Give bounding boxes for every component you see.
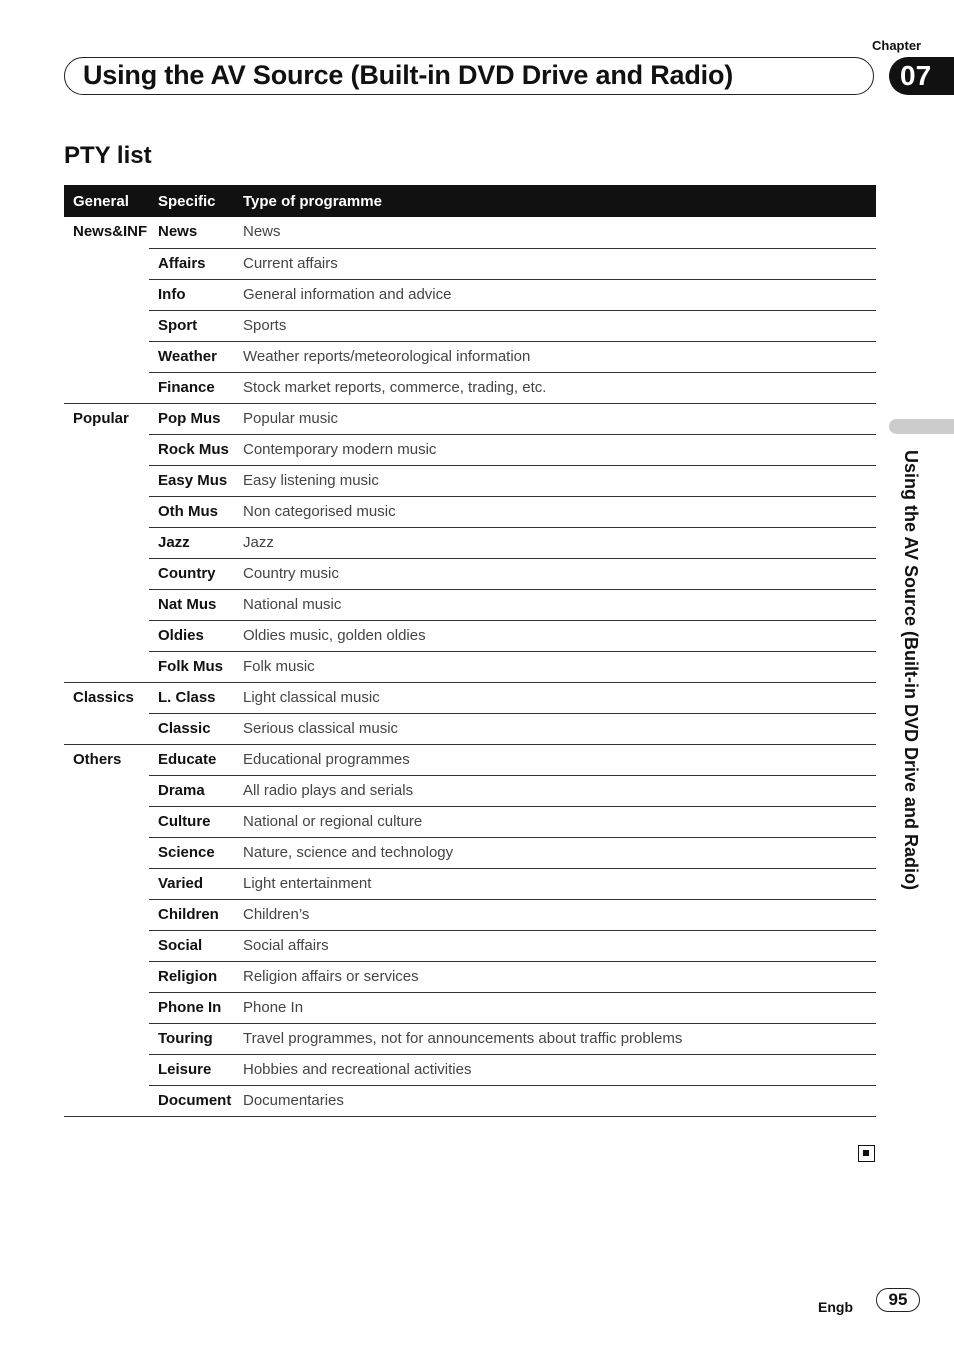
cell-type: National or regional culture [234,806,876,837]
cell-specific: Social [149,930,234,961]
header-specific: Specific [149,185,234,217]
cell-specific: Drama [149,775,234,806]
language-code: Engb [818,1299,853,1315]
cell-type: Jazz [234,527,876,558]
cell-general: Classics [73,688,134,706]
cell-general [64,775,149,806]
cell-type: Nature, science and technology [234,837,876,868]
cell-type: News [234,217,876,248]
cell-type: Phone In [234,992,876,1023]
cell-specific: Classic [149,713,234,744]
cell-specific: Oth Mus [149,496,234,527]
table-row [64,1054,876,1085]
cell-general [64,465,149,496]
cell-specific: Finance [149,372,234,403]
cell-type: Light classical music [234,682,876,713]
cell-type: Country music [234,558,876,589]
cell-type: Contemporary modern music [234,434,876,465]
cell-general [64,248,149,279]
cell-specific: Leisure [149,1054,234,1085]
table-row [64,868,876,899]
table-row [64,899,876,930]
chapter-label: Chapter [872,38,922,53]
table-row [64,620,876,651]
table-row [64,806,876,837]
table-row [64,589,876,620]
cell-specific: Info [149,279,234,310]
cell-specific: Religion [149,961,234,992]
chapter-title: Using the AV Source (Built-in DVD Drive and Radio) [83,60,734,90]
cell-specific: Nat Mus [149,589,234,620]
cell-type: All radio plays and serials [234,775,876,806]
table-row [64,248,876,279]
cell-specific: News [149,217,234,248]
cell-general: Popular [73,409,129,427]
cell-type: Travel programmes, not for announcements about traffic problems [234,1023,876,1054]
table-row [64,558,876,589]
cell-specific: Country [149,558,234,589]
cell-specific: Pop Mus [149,403,234,434]
cell-specific: Culture [149,806,234,837]
cell-specific: Affairs [149,248,234,279]
cell-specific: Weather [149,341,234,372]
cell-type: Social affairs [234,930,876,961]
cell-specific: Science [149,837,234,868]
cell-general [64,837,149,868]
cell-specific: Educate [149,744,234,775]
cell-specific: Easy Mus [149,465,234,496]
cell-type: Current affairs [234,248,876,279]
cell-type: Non categorised music [234,496,876,527]
cell-type: Weather reports/meteorological information [234,341,876,372]
cell-specific: Phone In [149,992,234,1023]
table-row [64,341,876,372]
table-row [64,279,876,310]
cell-general [64,1054,149,1085]
table-row [64,930,876,961]
page-number: 95 [876,1288,920,1312]
cell-type: Easy listening music [234,465,876,496]
section-title: PTY list [64,142,152,169]
table-row [64,527,876,558]
cell-specific: L. Class [149,682,234,713]
chapter-title-box [64,57,874,95]
cell-general [64,527,149,558]
header-general: General [64,185,149,217]
cell-type: Educational programmes [234,744,876,775]
cell-specific: Oldies [149,620,234,651]
cell-general [64,558,149,589]
table-row [64,992,876,1023]
cell-type: Documentaries [234,1085,876,1116]
cell-type: Serious classical music [234,713,876,744]
cell-general [64,806,149,837]
cell-specific: Sport [149,310,234,341]
table-body [64,217,876,1116]
cell-type: Folk music [234,651,876,682]
table-row [64,465,876,496]
cell-general [64,1085,149,1116]
table-row [64,682,876,713]
cell-specific: Document [149,1085,234,1116]
cell-type: Children’s [234,899,876,930]
table-row [64,775,876,806]
table-header-row [64,185,876,217]
cell-specific: Touring [149,1023,234,1054]
cell-general [64,279,149,310]
cell-specific: Jazz [149,527,234,558]
table-row [64,651,876,682]
cell-general [64,930,149,961]
table-row [64,1085,876,1116]
cell-specific: Folk Mus [149,651,234,682]
cell-type: General information and advice [234,279,876,310]
cell-general [64,372,149,403]
cell-general [64,434,149,465]
side-tab-marker [889,419,954,434]
cell-general: News&INF [73,223,148,240]
table-row [64,310,876,341]
cell-general [64,992,149,1023]
cell-general [64,868,149,899]
cell-general [64,341,149,372]
cell-type: Religion affairs or services [234,961,876,992]
table-row [64,837,876,868]
cell-type: Light entertainment [234,868,876,899]
cell-general [64,713,149,744]
cell-type: Popular music [234,403,876,434]
side-chapter-title: Using the AV Source (Built-in DVD Drive and Radio) [901,450,921,891]
table-row [64,744,876,775]
table-row [64,713,876,744]
table-row [64,403,876,434]
cell-general [64,899,149,930]
table-row [64,372,876,403]
cell-general: Others [73,750,122,768]
table-row [64,217,876,248]
cell-type: Oldies music, golden oldies [234,620,876,651]
end-mark-icon [858,1145,875,1162]
cell-general [64,1023,149,1054]
cell-general [64,620,149,651]
cell-type: Hobbies and recreational activities [234,1054,876,1085]
cell-type: Sports [234,310,876,341]
cell-type: National music [234,589,876,620]
table-row [64,1023,876,1054]
cell-specific: Rock Mus [149,434,234,465]
cell-type: Stock market reports, commerce, trading, etc. [234,372,876,403]
cell-general [64,310,149,341]
cell-general [64,589,149,620]
cell-general [64,651,149,682]
table-row [64,434,876,465]
pty-table [64,185,876,1117]
header-type: Type of programme [234,185,876,217]
cell-specific: Children [149,899,234,930]
chapter-number-badge: 07 [889,57,954,95]
cell-general [64,961,149,992]
table-row [64,496,876,527]
cell-general [64,496,149,527]
table-row [64,961,876,992]
cell-specific: Varied [149,868,234,899]
